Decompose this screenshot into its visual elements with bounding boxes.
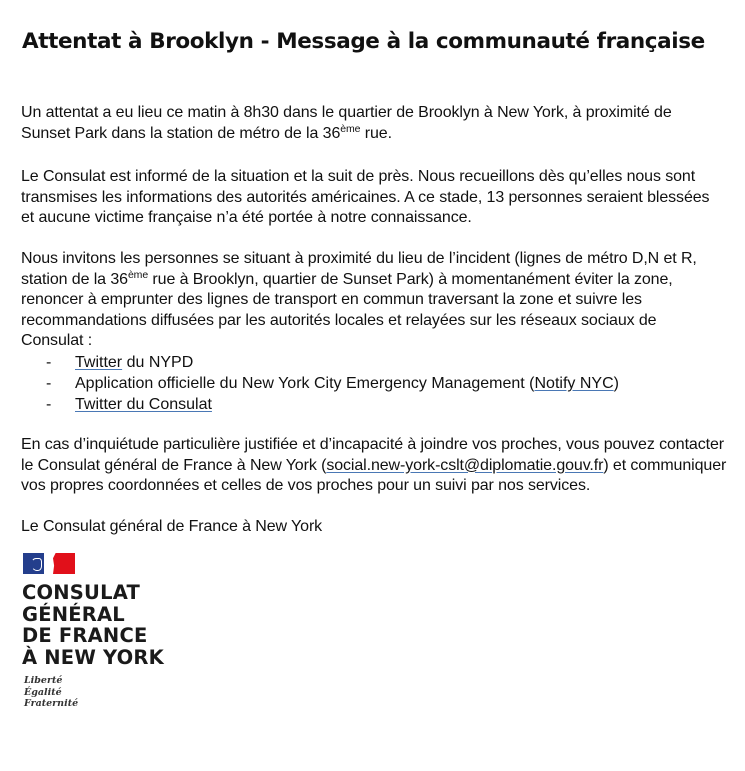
email-link[interactable]: social.new-york-cslt@diplomatie.gouv.fr [326,456,604,474]
text-fragment: station de la 36 [21,270,128,288]
text-line [21,270,741,291]
bullet-dash: - [46,375,52,392]
text-line: renoncer à emprunter des lignes de transport en commun traversant la zone et suivre les [21,291,642,308]
logo-wordmark [22,582,164,668]
social-links-list [21,352,619,415]
text-line: et aucune victime française n’a été portée à notre connaissance. [21,209,472,226]
paragraph-contact [21,435,741,497]
signature [21,517,741,538]
logo-line: À NEW YORK [22,645,164,669]
bullet-dash: - [46,396,52,413]
superscript: ème [127,268,149,281]
notify-nyc-link[interactable]: Notify NYC [534,375,614,392]
bullet-dash: - [46,354,52,371]
text-line: Consulat : [21,332,93,349]
paragraph-consulate-info [21,167,741,229]
flag-red-part [53,553,75,574]
list-item [21,352,619,373]
twitter-nypd-link[interactable]: Twitter [75,354,123,371]
signature-text: Le Consulat général de France à New York [21,518,323,535]
text-fragment: rue à Brooklyn, quartier de Sunset Park) à momentanément éviter la zone, [148,270,673,288]
list-item-text: Application officielle du New York City Emergency Management ( [75,375,535,392]
text-line: Le Consulat est informé de la situation et la suit de près. Nous recueillons dès qu’elles nous sont [21,168,696,185]
flag-blue-part [23,553,44,574]
republic-motto [24,675,78,710]
list-item-text: du NYPD [122,354,194,371]
page-title: Attentat à Brooklyn - Message à la communauté française [22,29,705,54]
text-line: En cas d’inquiétude particulière justifiée et d’incapacité à joindre vos proches, vous pouvez contacter [21,436,725,453]
text-line: vos propres coordonnées et celles de vos proches pour un suivi par nos services. [21,477,591,494]
text-line: recommandations diffusées par les autorités locales et relayées sur les réseaux sociaux de [21,311,657,329]
superscript: ème [340,122,361,135]
text-line: transmises les informations des autorités américaines. A ce stade, 13 personnes seraient blessées [21,188,710,206]
list-item-text: ) [613,375,619,392]
paragraph-incident [21,103,741,144]
motto-line: Fraternité [24,698,79,709]
text-fragment: rue. [360,124,392,142]
logo-line: GÉNÉRAL [22,602,125,626]
list-item [21,373,619,394]
text-line: Un attentat a eu lieu ce matin à 8h30 dans le quartier de Brooklyn à New York, à proximité de [21,104,672,121]
text-line [21,456,741,477]
text-fragment: le Consulat général de France à New York ( [21,456,327,474]
text-fragment: ) et communiquer [603,456,727,474]
twitter-consulat-link[interactable]: Twitter du Consulat [75,396,212,413]
text-line [21,124,741,145]
consulate-logo [22,553,222,713]
logo-line: CONSULAT [22,581,140,604]
list-item [21,394,619,415]
text-fragment: Sunset Park dans la station de métro de la 36 [21,124,341,142]
logo-line: DE FRANCE [22,624,148,647]
paragraph-recommendations [21,249,741,352]
text-line: Nous invitons les personnes se situant à proximité du lieu de l’incident (lignes de métro D,N et R, [21,250,697,267]
motto-line: Liberté [24,675,63,686]
motto-line: Égalité [24,686,62,698]
